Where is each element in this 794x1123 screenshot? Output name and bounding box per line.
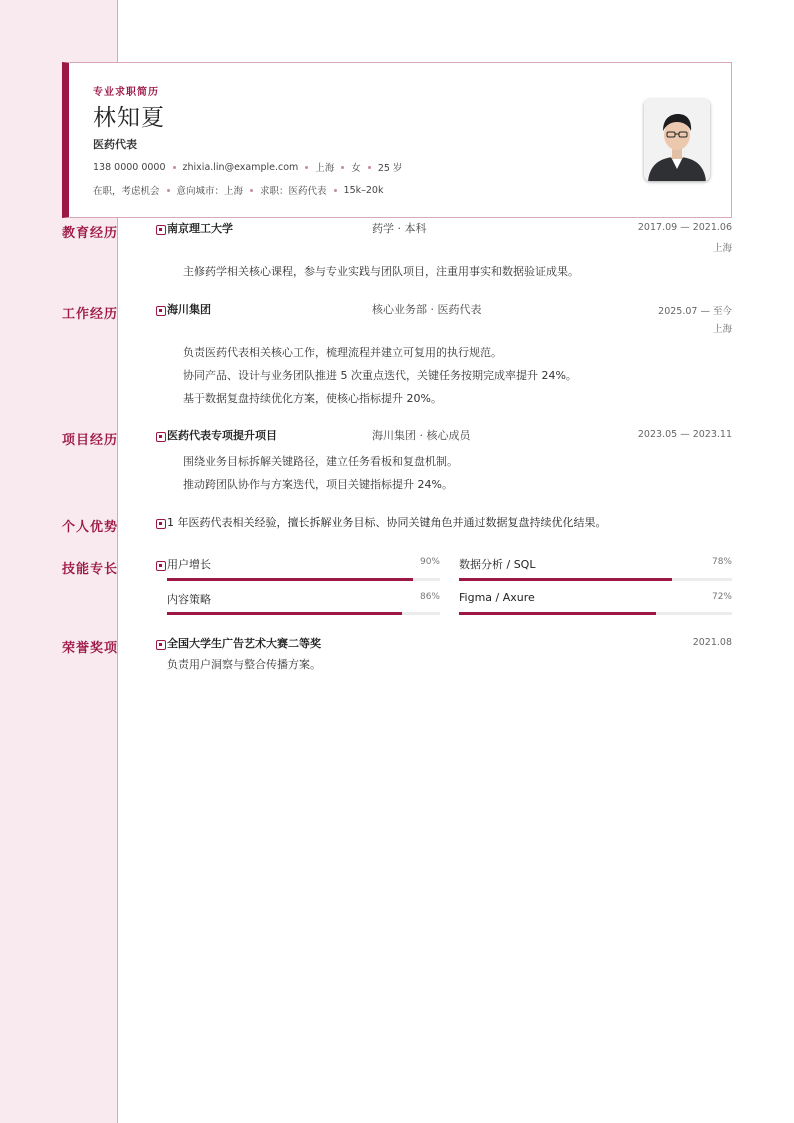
work-bullet: 负责医药代表相关核心工作，梳理流程并建立可复用的执行规范。 [183, 346, 502, 359]
skill-bar-fill [167, 578, 413, 581]
section-marker-icon [156, 432, 166, 442]
work-city: 上海 [712, 324, 732, 335]
age: 25 岁 [377, 163, 403, 174]
section-marker-icon [156, 561, 166, 571]
work-role: 核心业务部 · 医药代表 [372, 303, 482, 316]
award-description: 负责用户洞察与整合传播方案。 [167, 658, 321, 671]
school-name: 南京理工大学 [167, 222, 233, 235]
section-title-strength: 个人优势 [62, 520, 119, 535]
profile-photo [644, 99, 710, 181]
strength-text: 1 年医药代表相关经验，擅长拆解业务目标、协同关键角色并通过数据复盘持续优化结果。 [167, 516, 607, 529]
skill-bar-track [459, 578, 732, 581]
skill-name: 数据分析 / SQL [459, 558, 536, 571]
award-date: 2021.08 [692, 637, 732, 648]
skill-bar-track [167, 612, 440, 615]
work-bullet: 基于数据复盘持续优化方案，使核心指标提升 20%。 [183, 392, 442, 405]
target-job: 求职：医药代表 [260, 186, 327, 197]
project-role: 海川集团 · 核心成员 [372, 429, 471, 442]
section-marker-icon [156, 640, 166, 650]
skill-name: Figma / Axure [459, 591, 535, 604]
major-degree: 药学 · 本科 [372, 222, 427, 235]
employment-status: 在职，考虑机会 [93, 186, 160, 197]
resume-tag: 专业求职简历 [93, 87, 159, 98]
project-date: 2023.05 — 2023.11 [637, 429, 732, 440]
phone: 138 0000 0000 [93, 161, 166, 173]
award-name: 全国大学生广告艺术大赛二等奖 [167, 637, 321, 650]
section-title-work: 工作经历 [62, 307, 119, 322]
separator-dot [167, 189, 170, 192]
job-title: 医药代表 [93, 138, 137, 151]
separator-dot [334, 189, 337, 192]
skill-percent: 90% [419, 557, 440, 567]
separator-dot [173, 166, 176, 169]
skill-name: 用户增长 [167, 558, 211, 571]
contact-row [93, 160, 402, 174]
separator-dot [341, 166, 344, 169]
email: zhixia.lin@example.com [182, 161, 299, 173]
skill-percent: 78% [711, 557, 732, 567]
project-bullet: 围绕业务目标拆解关键路径，建立任务看板和复盘机制。 [183, 455, 458, 468]
header-card [62, 62, 732, 218]
section-marker-icon [156, 519, 166, 529]
separator-dot [368, 166, 371, 169]
project-bullet: 推动跨团队协作与方案迭代，项目关键指标提升 24%。 [183, 478, 453, 491]
education-city: 上海 [712, 243, 732, 254]
section-title-awards: 荣誉奖项 [62, 641, 119, 656]
section-title-project: 项目经历 [62, 433, 119, 448]
work-bullet: 协同产品、设计与业务团队推进 5 次重点迭代，关键任务按期完成率提升 24%。 [183, 369, 577, 382]
avatar-icon [644, 99, 710, 181]
city: 上海 [315, 163, 335, 174]
skill-percent: 86% [419, 592, 440, 602]
skill-bar-fill [459, 612, 656, 615]
separator-dot [250, 189, 253, 192]
education-date: 2017.09 — 2021.06 [637, 222, 732, 233]
section-marker-icon [156, 306, 166, 316]
skill-bar-track [459, 612, 732, 615]
skill-percent: 72% [711, 592, 732, 602]
target-city: 意向城市：上海 [176, 186, 244, 197]
expected-salary: 15k–20k [343, 184, 384, 196]
skill-bar-track [167, 578, 440, 581]
section-marker-icon [156, 225, 166, 235]
work-date: 2025.07 — 至今 [658, 306, 732, 317]
skill-name: 内容策略 [167, 593, 211, 606]
project-name: 医药代表专项提升项目 [167, 429, 277, 442]
skill-bar-fill [167, 612, 402, 615]
status-row [93, 183, 383, 197]
section-title-education: 教育经历 [62, 226, 119, 241]
candidate-name: 林知夏 [93, 105, 165, 131]
education-description: 主修药学相关核心课程，参与专业实践与团队项目，注重用事实和数据验证成果。 [183, 265, 579, 278]
section-title-skills: 技能专长 [62, 562, 119, 577]
separator-dot [305, 166, 308, 169]
skill-bar-fill [459, 578, 672, 581]
company-name: 海川集团 [167, 303, 211, 316]
gender: 女 [351, 163, 361, 174]
